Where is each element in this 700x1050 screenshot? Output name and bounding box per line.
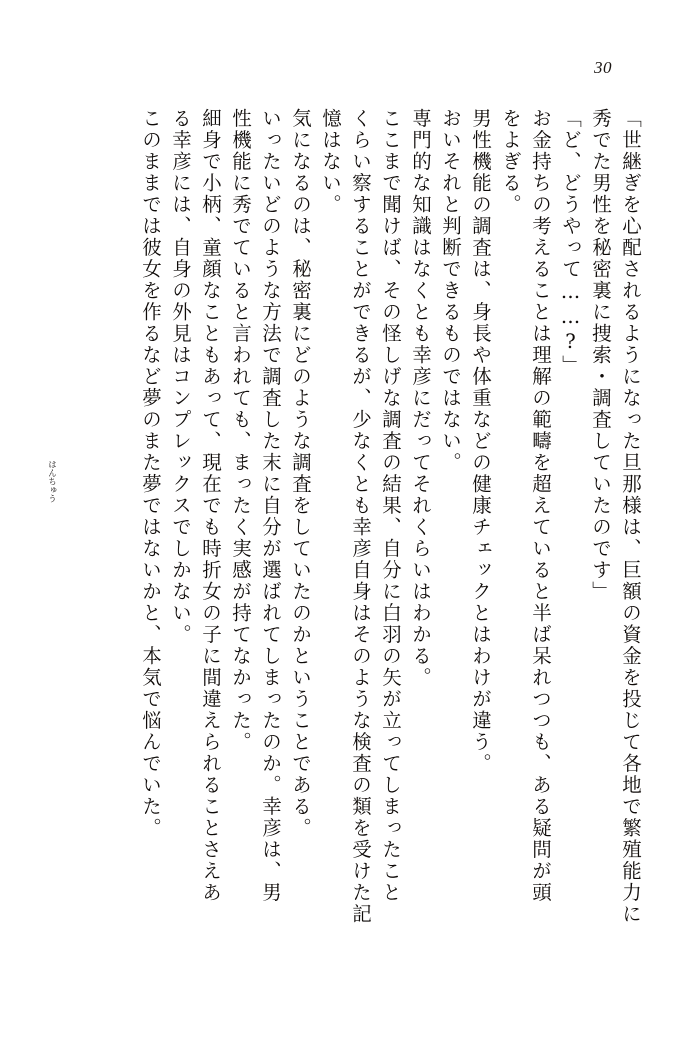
text-line: 秀でた男性を秘密裏に捜索・調査していたのです」 <box>589 108 612 603</box>
text-line: 男性機能の調査は、身長や体重などの健康チェックとはわけが違う。 <box>469 108 492 775</box>
text-line: くらい察することができるが、少なくとも幸彦自身はそのような検査の類を受けた記 <box>349 108 372 925</box>
page-number: 30 <box>594 58 612 77</box>
text-line: 気になるのは、秘密裏にどのような調査をしていたのかということである。 <box>289 108 312 839</box>
vertical-text-body <box>46 108 642 988</box>
text-line: おいそれと判断できるものではない。 <box>439 108 462 474</box>
text-line: 細身で小柄、童顔なこともあって、現在でも時折女の子に間違えられることさえあ <box>199 108 222 904</box>
text-line: をよぎる。 <box>499 108 522 216</box>
text-line: このままでは彼女を作るなど夢のまた夢ではないかと、本気で悩んでいた。 <box>139 108 162 839</box>
text-line-ruby-part: お金持ちの考えることは理解の範疇を超えていると半ば呆れつつも、ある疑問が頭 <box>529 108 552 904</box>
text-line: ここまで聞けば、その怪しげな調査の結果、自分に白羽の矢が立ってしまったこと <box>379 108 402 904</box>
text-line: 専門的な知識はなくとも幸彦にだってそれくらいはわかる。 <box>409 108 432 689</box>
text-line: いったいどのような方法で調査した末に自分が選ばれてしまったのか。幸彦は、男 <box>259 108 282 904</box>
text-line: 「ど、どうやって……?」 <box>559 108 582 377</box>
text-line: 「世継ぎを心配されるようになった旦那様は、巨額の資金を投じて各地で繁殖能力に <box>619 108 642 925</box>
text-line: 憶はない。 <box>319 108 342 216</box>
ruby-annotation: はんちゅう <box>46 460 57 503</box>
text-line: る幸彦には、自身の外見はコンプレックスでしかない。 <box>169 108 192 646</box>
text-line: 性機能に秀でていると言われても、まったく実感が持てなかった。 <box>229 108 252 753</box>
